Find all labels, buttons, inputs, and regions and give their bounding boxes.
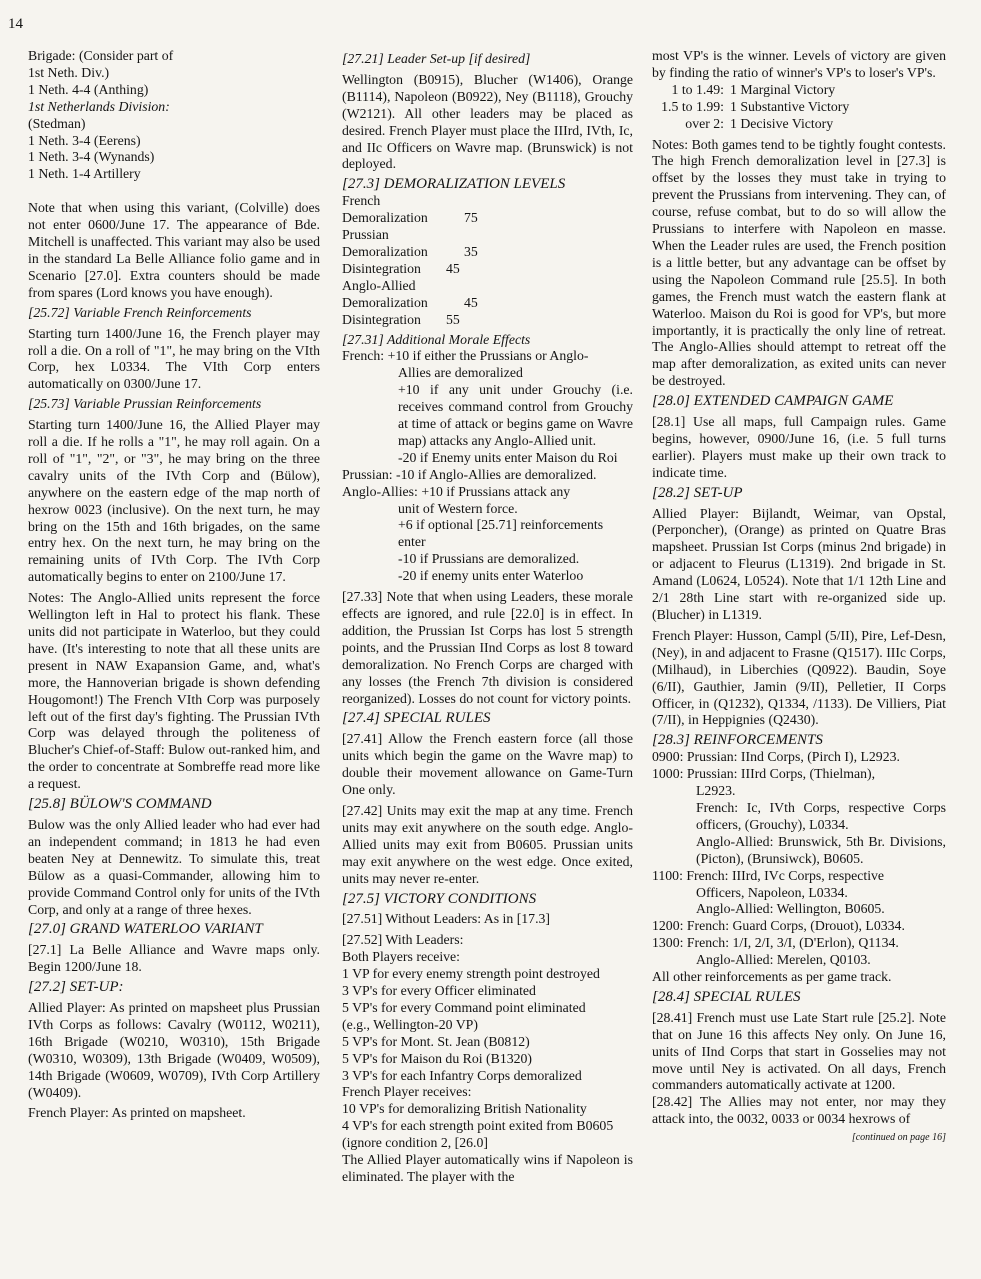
reinforcement-line: 0900: Prussian: IInd Corps, (Pirch I), L2923. xyxy=(652,749,900,765)
demoralization-table xyxy=(342,193,633,328)
vp-line: 10 VP's for demoralizing British Nationality xyxy=(342,1101,587,1117)
section-heading: [28.3] REINFORCEMENTS xyxy=(652,732,823,749)
section-heading: [27.0] GRAND WATERLOO VARIANT xyxy=(28,921,263,938)
reinforcement-line: 1100: French: IIIrd, IVc Corps, respective xyxy=(652,867,885,883)
vp-line: 1 VP for every enemy strength point destroyed xyxy=(342,966,600,982)
section-heading: [27.2] SET-UP: xyxy=(28,979,124,996)
rule-paragraph: Both Players receive: xyxy=(342,949,461,965)
level-value: 45 xyxy=(446,260,460,276)
reinforcement-line: 1000: Prussian: IIIrd Corps, (Thielman), xyxy=(652,766,876,782)
victory-levels xyxy=(652,82,946,133)
notes-paragraph: Notes: The Anglo-Allied units represent the force Wellington left in Hal to protect his flank. These units did not participate in Waterloo, but they could have. (It's interesting to note that all these units are present in NAW Exapansion Game, and, what's more, the Hannoverian brigade is shown defending Hougomont!) The French VIth Corp was purposely left out of the first day's fighting. The Prussian IVth Corp was delayed through the politeness of Blucher's Chief-of-Staff: Bulow out-ranked him, and the order to concentrate at Sombreffe read more like a request. xyxy=(28,590,320,792)
rule-heading: [27.31] Additional Morale Effects xyxy=(342,331,531,347)
morale-line: Prussian: -10 if Anglo-Allies are demoralized. xyxy=(342,466,597,482)
rule-heading: [27.21] Leader Set-up [if desired] xyxy=(342,51,531,66)
vp-line: 4 VP's for each strength point exited from B0605 (ignore condition 2, [26.0] xyxy=(342,1118,614,1151)
level-value: 55 xyxy=(446,311,460,327)
ratio: 1.5 to 1.99: xyxy=(661,98,724,114)
section-heading: [27.5] VICTORY CONDITIONS xyxy=(342,890,537,907)
level-label: Demoralization xyxy=(342,210,428,226)
reinforcement-line: Anglo-Allied: Merelen, Q0103. xyxy=(696,952,871,968)
rule-paragraph: Starting turn 1400/June 16, the Allied Player may roll a die. If he rolls a "1", he may roll again. On a roll of "1", "2", or "3", he may bring on the three cavalry units of the IVth Corp and (Bülow), anywhere on the eastern edge of the map north of hexrow 0023 (inclusive). On the next turn, he may bring on the 15th and 16th brigades, on the same entry hex. On the next turn, he may bring on the remaining units of IVth Corp. The IVth Corp automatically begins to enter on 2100/June 17. xyxy=(28,417,320,585)
morale-line: +6 if optional [25.71] reinforcements enter xyxy=(398,517,604,550)
morale-line: -20 if Enemy units enter Maison du Roi xyxy=(398,449,618,465)
morale-line: Allies are demoralized xyxy=(398,365,523,381)
rule-paragraph: French Player: Husson, Campl (5/II), Pire, Lef-Desn, (Ney), in and adjacent to Frasne (Q1517). IIIc Corps, (Milhaud), in Liberchies (Q0922). Baudin, Soye (6/II), Gauthier, Jamin (9/II), Pelletier, II Corps Officer, in (Q1232), Q1334, /1133). De Villiers, Piat (7/II), in Heppignies (Q2430). xyxy=(652,627,946,728)
rule-paragraph: Bulow was the only Allied leader who had ever had an independent command; in 1813 he had even beaten Ney at Dennewitz. To simulate this, treat Bülow as a quasi-Commander, allowing him to provide Command Control only for units of the IVth Corp, and only at a range of three hexes. xyxy=(28,816,320,917)
body-text: 1 Neth. 4-4 (Anthing) xyxy=(28,81,149,97)
level-label: Demoralization xyxy=(342,243,428,259)
section-heading: [28.2] SET-UP xyxy=(652,484,743,501)
rule-paragraph: Starting turn 1400/June 16, the French player may roll a die. On a roll of "1", he may bring on the VIth Corp, hex L0334. The VIth Corp enters automatically on 0300/June 17. xyxy=(28,325,320,392)
ratio: 1 to 1.49: xyxy=(671,81,724,97)
section-heading: [27.4] SPECIAL RULES xyxy=(342,710,491,727)
morale-line: Anglo-Allies: +10 if Prussians attack any xyxy=(342,483,571,499)
rule-paragraph: most VP's is the winner. Levels of victory are given by finding the ratio of winner's VP's to loser's VP's. xyxy=(652,48,946,80)
rule-paragraph: [28.42] The Allies may not enter, nor may they attack into, the 0032, 0033 or 0034 hexrows of xyxy=(652,1094,946,1127)
morale-line: +10 if any unit under Grouchy (i.e. receives command control from Grouchy at time of attack or begins game on Wavre map) attacks any Anglo-Allied unit. xyxy=(398,382,633,448)
vp-line: (e.g., Wellington-20 VP) xyxy=(342,1016,478,1032)
body-text: Brigade: (Consider part of xyxy=(28,48,174,63)
rule-heading: [25.72] Variable French Reinforcements xyxy=(28,304,252,320)
morale-line: -10 if Prussians are demoralized. xyxy=(398,551,580,567)
continued-note: [continued on page 16] xyxy=(851,1132,946,1144)
rule-paragraph: Allied Player: Bijlandt, Weimar, van Opstal, (Perponcher), (Orange) as printed on Quatre Bras mapsheet. Prussian Ist Corps (minus 2nd brigade) in or adjacent to Fleurus (L1319). 2nd brigade in St. Amand (L0624, L0524). Note that 1/1 12th Line and 2/1 28th Line start with re-organized side up. (Blucher) in L1319. xyxy=(652,505,946,622)
body-text: 1st Neth. Div.) xyxy=(28,64,110,80)
body-text: 1 Neth. 3-4 (Wynands) xyxy=(28,149,155,165)
victory-row xyxy=(652,116,946,133)
body-text: 1 Neth. 3-4 (Eerens) xyxy=(28,132,141,148)
rule-paragraph: [28.41] French must use Late Start rule [25.2]. Note that on June 16 this affects Ney only. On June 16, units of IInd Corps that start in Gosselies may not move until Ney is activated. On all days, French commanders automatically activate at 1200. xyxy=(652,1009,946,1093)
vp-line: 5 VP's for Mont. St. Jean (B0812) xyxy=(342,1033,530,1049)
ratio: over 2: xyxy=(685,115,724,131)
level: 1 Decisive Victory xyxy=(730,115,834,131)
section-heading: [25.8] BÜLOW'S COMMAND xyxy=(28,796,212,813)
reinforcement-line: L2923. xyxy=(696,783,736,799)
vp-line: 3 VP's for each Infantry Corps demoralized xyxy=(342,1067,582,1083)
morale-line: French: +10 if either the Prussians or Anglo- xyxy=(342,348,589,364)
side-label: Anglo-Allied xyxy=(342,277,416,293)
rule-paragraph: French Player: As printed on mapsheet. xyxy=(28,1105,246,1121)
column-3 xyxy=(652,48,946,1270)
level-row xyxy=(342,210,633,227)
victory-row xyxy=(652,82,946,99)
page-number: 14 xyxy=(8,16,23,32)
vp-line: 3 VP's for every Officer eliminated xyxy=(342,983,536,999)
reinforcement-line: Anglo-Allied: Brunswick, 5th Br. Divisions, (Picton), (Brunsiwck), B0605. xyxy=(696,833,946,866)
section-heading: [27.3] DEMORALIZATION LEVELS xyxy=(342,176,566,193)
division-heading: 1st Netherlands Division: xyxy=(28,98,170,114)
rule-paragraph: [27.51] Without Leaders: As in [17.3] xyxy=(342,911,551,927)
reinforcement-line: All other reinforcements as per game track. xyxy=(652,969,892,985)
morale-line: -20 if enemy units enter Waterloo xyxy=(398,568,584,584)
column-1 xyxy=(28,48,320,1270)
reinforcement-line: 1300: French: 1/I, 2/I, 3/I, (D'Erlon), Q1134. xyxy=(652,935,899,951)
level-label: Demoralization xyxy=(342,294,428,310)
vp-line: 5 VP's for every Command point eliminated xyxy=(342,999,586,1015)
notes-paragraph: Notes: Both games tend to be tightly fought contests. The high French demoralization level in [27.3] is offset by the losses they must take in trying to prevent the Prussians from intervening. They can, of course, refuse combat, but to do so will allow the Prussians to interfere with Napoleon en masse. When the Leader rules are used, the French position is a little better, but any advantage can be offset by using the Napoleon Command rule [25.5]. In both games, the French must watch the eastern flank at Waterloo. Maison du Roi is good for VP's, but more importantly, it is practically the only line of retreat. The Anglo-Allies should attempt to retreat off the map after demoralization, as exited units can never be destroyed. xyxy=(652,136,946,389)
section-heading: [28.0] EXTENDED CAMPAIGN GAME xyxy=(652,393,894,410)
note-paragraph: Note that when using this variant, (Colville) does not enter 0600/June 17. The appearance of Bde. Mitchell is unaffected. This variant may also be used in the standard La Belle Alliance folio game and in Scenario [27.0]. Extra counters should be made from spares (Lord knows you have enough). xyxy=(28,200,320,300)
body-text: (Stedman) xyxy=(28,115,86,131)
level-label: Disintegration xyxy=(342,311,421,327)
reinforcement-line: French: Ic, IVth Corps, respective Corps officers, (Grouchy), L0334. xyxy=(696,799,946,832)
morale-line: unit of Western force. xyxy=(398,500,518,516)
rule-paragraph: [27.33] Note that when using Leaders, these morale effects are ignored, and rule [22.0] is in effect. In addition, the Prussian Ist Corps has lost 5 strength points, and the Prussian IInd Corps as lost 8 toward demoralization. No French Corps are charged with any losses (the French 7th division is considered reorganized). Losses do not count for victory points. xyxy=(342,589,633,706)
section-heading: [28.4] SPECIAL RULES xyxy=(652,988,801,1005)
level: 1 Marginal Victory xyxy=(730,81,836,97)
level-value: 35 xyxy=(464,243,478,259)
level-value: 75 xyxy=(464,210,478,226)
level: 1 Substantive Victory xyxy=(730,98,850,114)
rule-paragraph: Allied Player: As printed on mapsheet plus Prussian IVth Corps as follows: Cavalry (W0112, W0211), 16th Brigade (W0210, W0310), 15th Brigade (W0310, W0309), 13th Brigade (W0409, W0509), 14th Brigade (W0609, W0709), IVth Corp Artillery (W0409). xyxy=(28,1000,320,1100)
reinforcement-line: 1200: French: Guard Corps, (Drouot), L0334. xyxy=(652,918,905,934)
level-row xyxy=(342,244,633,278)
side-label: French xyxy=(342,193,381,209)
rule-paragraph: The Allied Player automatically wins if Napoleon is eliminated. The player with the xyxy=(342,1152,633,1184)
rule-paragraph: [27.52] With Leaders: xyxy=(342,932,464,948)
body-text: 1 Neth. 1-4 Artillery xyxy=(28,166,141,182)
reinforcement-line: Officers, Napoleon, L0334. xyxy=(696,884,848,900)
vp-line: 5 VP's for Maison du Roi (B1320) xyxy=(342,1050,533,1066)
level-value: 45 xyxy=(464,294,478,310)
column-2 xyxy=(342,48,633,1270)
rule-paragraph: [27.41] Allow the French eastern force (all those units which begin the game on the Wavre map) to double their movement allowance on Game-Turn One only. xyxy=(342,731,633,798)
rule-paragraph: [28.1] Use all maps, full Campaign rules. Game begins, however, 0900/June 16, (i.e. 5 full turns earlier). Players must make up their own track to indicate time. xyxy=(652,414,946,480)
rule-heading: [25.73] Variable Prussian Reinforcements xyxy=(28,396,262,412)
level-row xyxy=(342,295,633,329)
rule-paragraph: [27.42] Units may exit the map at any time. French units may exit anywhere on the south edge. Anglo-Allied units may exit from B0605. Prussian units may exit anywhere on the west edge. Once exited, units may never re-enter. xyxy=(342,802,633,886)
rule-paragraph: [27.1] La Belle Alliance and Wavre maps only. Begin 1200/June 18. xyxy=(28,942,320,975)
reinforcement-line: Anglo-Allied: Wellington, B0605. xyxy=(696,901,885,917)
level-label: Disintegration xyxy=(342,260,421,276)
vp-line: French Player receives: xyxy=(342,1084,472,1100)
side-label: Prussian xyxy=(342,227,389,243)
rule-paragraph: Wellington (B0915), Blucher (W1406), Orange (B1114), Napoleon (B0922), Ney (B1118), Grouchy (W2121). All other leaders may be placed as desired. French Player must place the IIIrd, IVth, Ic, and IIc Officers on Wavre map. (Brunswick) is not deployed. xyxy=(342,71,633,172)
victory-row xyxy=(652,99,946,116)
